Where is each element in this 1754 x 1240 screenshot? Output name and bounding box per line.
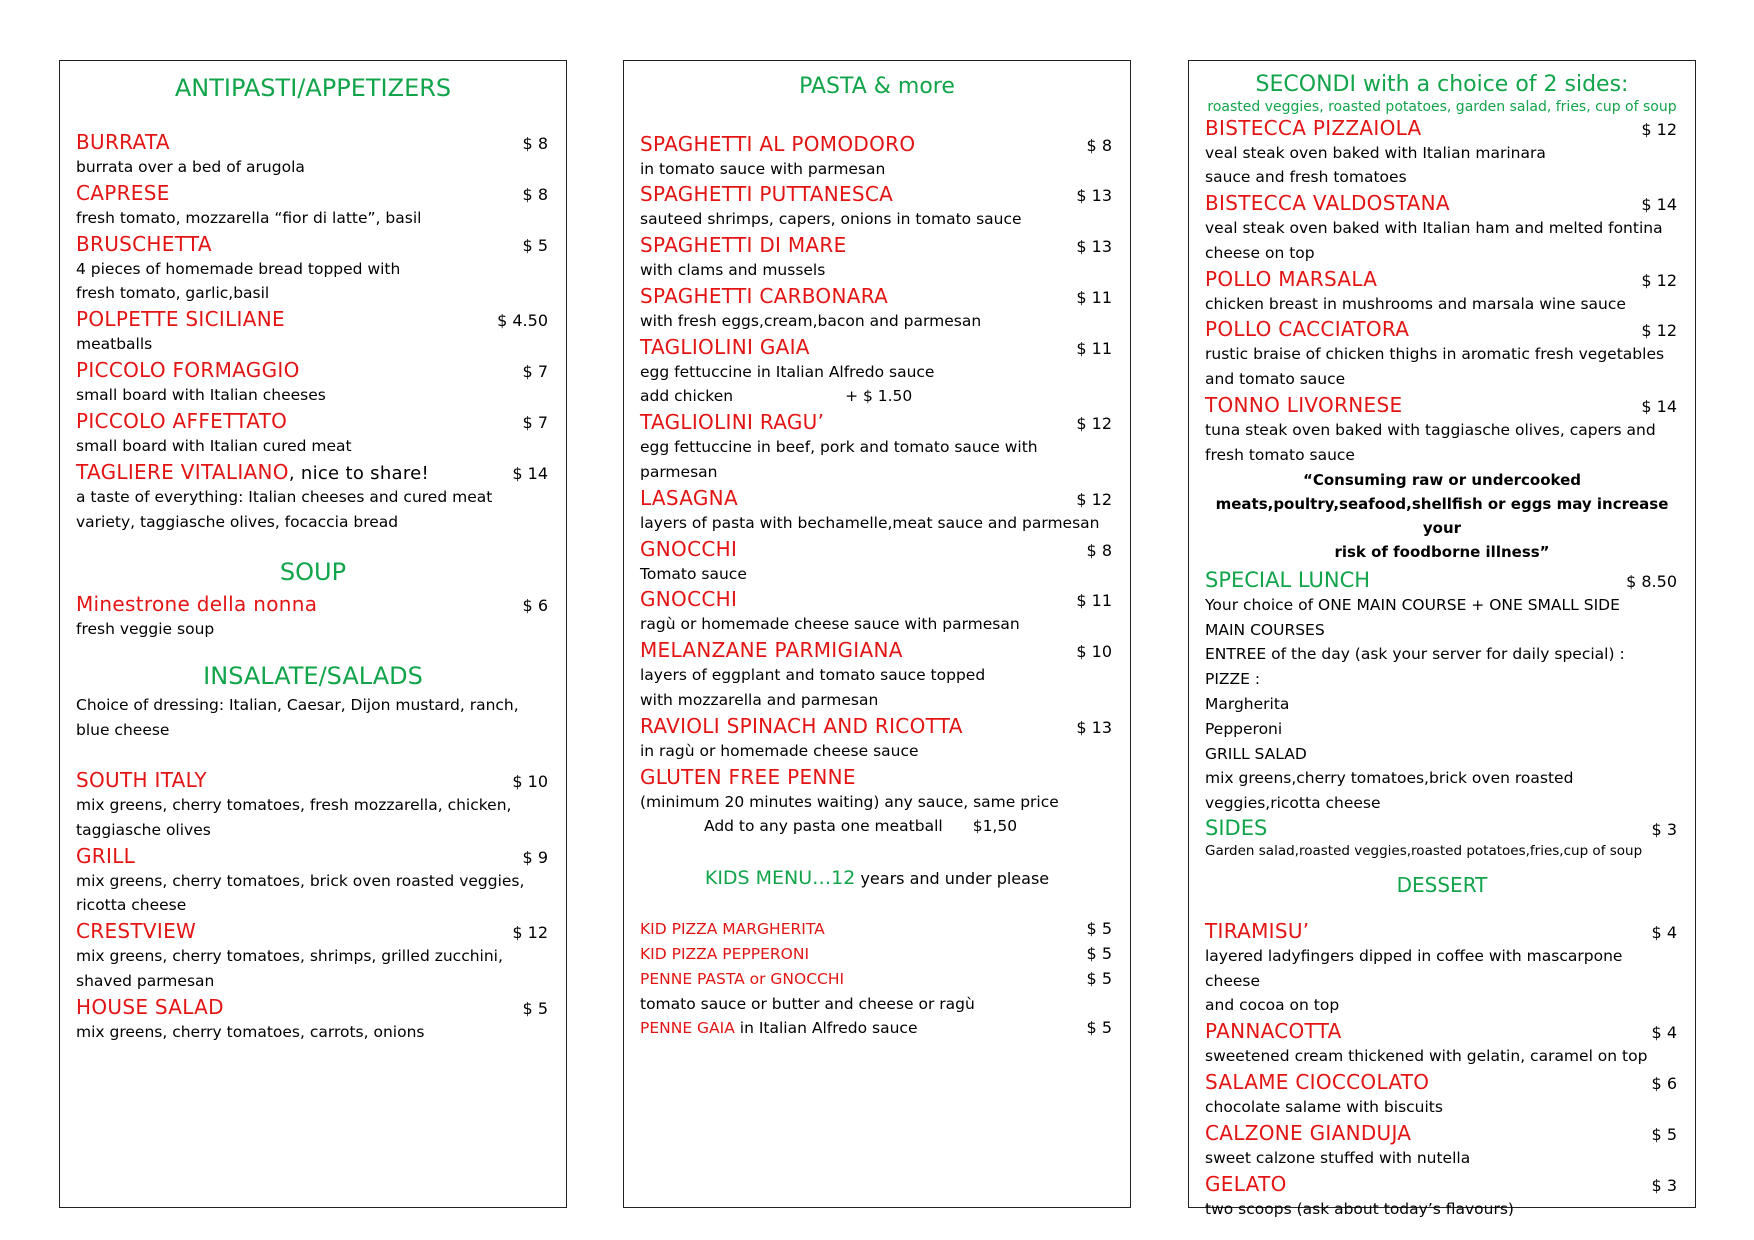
menu-item-name: PICCOLO AFFETTATO (76, 408, 288, 433)
menu-item-desc: shaved parmesan (76, 971, 215, 990)
menu-item-price: $ 14 (1641, 195, 1677, 215)
menu-item-price: $ 12 (1076, 414, 1112, 434)
special-lunch-line: Your choice of ONE MAIN COURSE + ONE SMALL SIDE (1205, 595, 1620, 614)
dessert-list (1205, 918, 1679, 1222)
secondi-subheading: roasted veggies, roasted potatoes, garden salad, fries, cup of soup (1207, 98, 1677, 115)
kids-item (640, 942, 1114, 967)
menu-item-name: TAGLIERE VITALIANO (76, 459, 289, 484)
kids-penne-gaia-name: PENNE GAIA (640, 1019, 735, 1038)
menu-item-name: CALZONE GIANDUJA (1205, 1120, 1412, 1145)
special-lunch-header (1205, 568, 1679, 593)
pasta-list (640, 131, 1114, 815)
menu-item-name: HOUSE SALAD (76, 994, 224, 1019)
menu-item-price: $ 8 (1086, 135, 1112, 155)
menu-item-desc: sauce and fresh tomatoes (1205, 168, 1407, 187)
menu-item (1205, 316, 1679, 392)
sides-desc: Garden salad,roasted veggies,roasted potatoes,fries,cup of soup (1205, 843, 1643, 860)
menu-item-name: SPAGHETTI PUTTANESCA (640, 182, 894, 207)
menu-item-desc: layers of pasta with bechamelle,meat sauce and parmesan (640, 513, 1100, 532)
kids-penne-gaia-price: $ 5 (1086, 1018, 1112, 1038)
menu-item-price: $ 7 (522, 412, 548, 432)
meatball-note-label: Add to any pasta one meatball (704, 817, 943, 836)
menu-item-price: $ 13 (1076, 186, 1112, 206)
menu-item-name: SPAGHETTI DI MARE (640, 233, 847, 258)
menu-item (76, 994, 550, 1045)
salads-list (76, 767, 550, 1045)
menu-item (1205, 1120, 1679, 1171)
menu-item (640, 232, 1114, 283)
menu-item-price: $ 5 (1651, 1124, 1677, 1144)
menu-item-name-wrap (76, 459, 429, 485)
kids-title: KIDS MENU…12 (704, 867, 856, 890)
menu-item-name: POLLO MARSALA (1205, 266, 1378, 291)
menu-item-header (76, 180, 550, 206)
menu-item (76, 459, 550, 535)
addon-label: add chicken (640, 387, 734, 406)
salads-dressing-line-2: blue cheese (76, 721, 170, 740)
menu-item-name: BURRATA (76, 130, 170, 154)
menu-item-name: GRILL (76, 843, 136, 868)
menu-item (1205, 1171, 1679, 1222)
menu-item-price: $ 12 (1641, 119, 1677, 139)
kids-penne-desc: tomato sauce or butter and cheese or ragù (640, 994, 975, 1013)
menu-item-header (640, 536, 1114, 562)
salads-dressing-line-1: Choice of dressing: Italian, Caesar, Dijon mustard, ranch, (76, 696, 519, 715)
menu-item-header (640, 131, 1114, 157)
menu-item-desc: egg fettuccine in Italian Alfredo sauce (640, 362, 935, 381)
menu-item-price: $ 11 (1076, 591, 1112, 611)
menu-item-name: SALAME CIOCCOLATO (1205, 1070, 1430, 1094)
menu-column-secondi (1188, 60, 1696, 1218)
menu-item (1205, 918, 1679, 1018)
menu-item-name: GLUTEN FREE PENNE (640, 764, 856, 789)
menu-item-header (76, 231, 550, 257)
special-lunch-line: veggies,ricotta cheese (1205, 794, 1381, 813)
menu-item-header (76, 408, 550, 434)
menu-item-header (1205, 1171, 1679, 1197)
kids-item-price: $ 5 (1086, 919, 1112, 939)
menu-item-price: $ 8 (522, 134, 548, 153)
menu-item-desc: fresh tomato, garlic,basil (76, 284, 270, 303)
menu-item-desc: two scoops (ask about today’s flavours) (1205, 1199, 1514, 1218)
menu-item-desc: mix greens, cherry tomatoes, brick oven roasted veggies, (76, 871, 525, 890)
menu-item-desc: parmesan (640, 463, 718, 482)
menu-item-name: SPAGHETTI CARBONARA (640, 283, 889, 308)
menu-item-header (640, 637, 1114, 663)
menu-item-price: $ 9 (522, 847, 548, 867)
special-lunch-line: MAIN COURSES (1205, 620, 1325, 639)
menu-item-desc: small board with Italian cured meat (76, 436, 352, 455)
menu-item-header (76, 918, 550, 944)
menu-item-price: $ 6 (522, 595, 548, 615)
salads-heading: INSALATE/SALADS (203, 662, 423, 691)
menu-item-desc: burrata over a bed of arugola (76, 158, 305, 176)
menu-item-name: GELATO (1205, 1171, 1287, 1196)
menu-item-header (640, 764, 1114, 790)
menu-item-header (76, 767, 550, 793)
menu-item (1205, 1069, 1679, 1120)
menu-item-header (76, 994, 550, 1020)
menu-item-header (1205, 392, 1679, 418)
menu-item-desc: mix greens, cherry tomatoes, shrimps, grilled zucchini, (76, 947, 503, 966)
menu-item-header (76, 591, 550, 617)
menu-item-name: SPAGHETTI AL POMODORO (640, 131, 916, 156)
soup-list (76, 591, 550, 642)
menu-item-desc: sauteed shrimps, capers, onions in tomato sauce (640, 210, 1022, 229)
menu-item-desc: mix greens, cherry tomatoes, carrots, onions (76, 1022, 425, 1041)
menu-item-name: TIRAMISU’ (1205, 918, 1310, 943)
soup-heading: SOUP (279, 557, 347, 586)
sides-price: $ 3 (1651, 820, 1677, 840)
menu-item-desc: a taste of everything: Italian cheeses and cured meat (76, 487, 493, 506)
menu-column-appetizers (59, 60, 567, 1208)
menu-item (1205, 190, 1679, 266)
special-lunch-line: ENTREE of the day (ask your server for daily special) : (1205, 645, 1625, 664)
kids-item-price: $ 5 (1086, 944, 1112, 964)
menu-item-name: GNOCCHI (640, 536, 738, 561)
menu-item-desc: layers of eggplant and tomato sauce topped (640, 666, 986, 685)
menu-item (1205, 115, 1679, 191)
menu-item-header (640, 485, 1114, 511)
menu-item-desc: (minimum 20 minutes waiting) any sauce, same price (640, 792, 1059, 811)
menu-item-price: $ 5 (522, 998, 548, 1018)
menu-item-desc: chocolate salame with biscuits (1205, 1098, 1443, 1116)
menu-item (76, 231, 550, 307)
menu-item-name: TONNO LIVORNESE (1205, 393, 1403, 418)
menu-item-price: $ 10 (1076, 642, 1112, 662)
menu-item-desc: with mozzarella and parmesan (640, 691, 879, 710)
menu-item-name: TAGLIOLINI GAIA (640, 334, 810, 359)
menu-item-price: $ 12 (1641, 321, 1677, 341)
menu-item-desc: rustic braise of chicken thighs in aromatic fresh vegetables (1205, 345, 1665, 364)
kids-item-name: PENNE PASTA or GNOCCHI (640, 969, 845, 988)
menu-item-price: $ 13 (1076, 717, 1112, 737)
menu-item (640, 485, 1114, 536)
menu-item-name: BISTECCA PIZZAIOLA (1205, 115, 1422, 140)
menu-item-name: PANNACOTTA (1205, 1019, 1342, 1044)
menu-item-name: POLPETTE SICILIANE (76, 307, 285, 332)
meatball-note (640, 814, 1114, 839)
menu-item (76, 306, 550, 357)
menu-item-desc: sweetened cream thickened with gelatin, caramel on top (1205, 1047, 1648, 1066)
antipasti-list (76, 129, 550, 535)
menu-item-desc: ragù or homemade cheese sauce with parmesan (640, 615, 1020, 634)
kids-item (640, 917, 1114, 942)
menu-item-addon (640, 384, 1114, 409)
menu-item-price: $ 12 (1076, 489, 1112, 509)
special-lunch-line: PIZZE : (1205, 670, 1261, 689)
menu-item-desc: with fresh eggs,cream,bacon and parmesan (640, 311, 982, 330)
menu-item-desc: mix greens, cherry tomatoes, fresh mozzarella, chicken, (76, 795, 512, 814)
menu-item-desc: variety, taggiasche olives, focaccia bread (76, 512, 399, 531)
kids-penne-gaia (640, 1016, 1114, 1041)
menu-item-name: LASAGNA (640, 485, 738, 510)
menu-item-header (1205, 1069, 1679, 1095)
meatball-note-price: $1,50 (972, 817, 1018, 836)
menu-item-desc: veal steak oven baked with Italian marinara (1205, 143, 1546, 162)
menu-item-header (640, 713, 1114, 739)
menu-item-desc: fresh tomato sauce (1205, 445, 1355, 464)
menu-item-price: $ 13 (1076, 237, 1112, 257)
menu-item-price: $ 10 (512, 771, 548, 791)
menu-item-price: $ 14 (512, 463, 548, 483)
menu-item-price: $ 11 (1076, 338, 1112, 358)
pasta-heading: PASTA & more (799, 74, 955, 99)
special-lunch-price: $ 8.50 (1626, 571, 1677, 591)
menu-item (640, 131, 1114, 182)
menu-item-header (76, 357, 550, 383)
menu-item-name: RAVIOLI SPINACH AND RICOTTA (640, 713, 963, 738)
kids-heading (640, 867, 1114, 889)
notice-line-1: “Consuming raw or undercooked (1302, 470, 1582, 489)
menu-item-desc: fresh veggie soup (76, 619, 215, 638)
menu-item (76, 129, 550, 180)
menu-item-price: $ 14 (1641, 397, 1677, 417)
kids-penne-gaia-extra: in Italian Alfredo sauce (734, 1019, 918, 1038)
menu-item (640, 409, 1114, 485)
menu-item (640, 181, 1114, 232)
menu-item-header (1205, 316, 1679, 342)
menu-item-header (640, 181, 1114, 207)
menu-item-header (1205, 266, 1679, 292)
antipasti-heading: ANTIPASTI/APPETIZERS (174, 74, 452, 102)
menu-item-desc: with clams and mussels (640, 261, 826, 280)
menu-item-price: $ 3 (1651, 1175, 1677, 1195)
menu-item-desc: sweet calzone stuffed with nutella (1205, 1148, 1471, 1167)
menu-item-header (1205, 190, 1679, 216)
menu-item (76, 843, 550, 919)
menu-item (640, 764, 1114, 815)
menu-item (76, 357, 550, 408)
menu-item (640, 334, 1114, 410)
notice-line-2: meats,poultry,seafood,shellfish or eggs may increase your (1215, 494, 1669, 537)
menu-item (640, 283, 1114, 334)
menu-item-name: TAGLIOLINI RAGU’ (640, 410, 825, 435)
kids-item-price: $ 5 (1086, 968, 1112, 988)
menu-item-name: BRUSCHETTA (76, 231, 212, 256)
special-lunch-line: Margherita (1205, 695, 1290, 714)
menu-item-header (1205, 115, 1679, 141)
menu-item-header (640, 409, 1114, 435)
kids-item-name: KID PIZZA MARGHERITA (640, 920, 825, 939)
special-lunch-line: GRILL SALAD (1205, 744, 1307, 763)
menu-item (640, 536, 1114, 587)
menu-item (76, 591, 550, 642)
menu-item-desc: and cocoa on top (1205, 996, 1340, 1015)
sides-header (1205, 816, 1679, 841)
menu-item-desc: chicken breast in mushrooms and marsala wine sauce (1205, 294, 1626, 313)
menu-item-header (640, 334, 1114, 360)
menu-item-name: SOUTH ITALY (76, 767, 207, 792)
menu-item-desc: Tomato sauce (640, 564, 747, 583)
menu-item-header (1205, 1018, 1679, 1044)
menu-item-desc: 4 pieces of homemade bread topped with (76, 259, 401, 278)
special-lunch-title: SPECIAL LUNCH (1205, 567, 1371, 592)
menu-item-desc: egg fettuccine in beef, pork and tomato sauce with (640, 438, 1038, 457)
menu-item-name: POLLO CACCIATORA (1205, 317, 1410, 342)
menu-item-desc: small board with Italian cheeses (76, 385, 326, 404)
menu-item (1205, 1018, 1679, 1069)
menu-item-header (640, 232, 1114, 258)
menu-item-header (1205, 918, 1679, 944)
menu-item (1205, 266, 1679, 317)
menu-item-name: MELANZANE PARMIGIANA (640, 638, 903, 663)
foodborne-notice (1205, 468, 1679, 564)
sides-title: SIDES (1205, 816, 1268, 841)
menu-item-desc: veal steak oven baked with Italian ham and melted fontina (1205, 219, 1663, 238)
menu-item-header (76, 306, 550, 332)
menu-item (76, 918, 550, 994)
notice-line-3: risk of foodborne illness” (1334, 542, 1550, 561)
menu-item-price: $ 5 (522, 235, 548, 255)
menu-item-price: $ 4.50 (497, 311, 548, 331)
menu-item-header (640, 586, 1114, 612)
special-lunch-line: Pepperoni (1205, 719, 1283, 738)
menu-item-price: $ 11 (1076, 287, 1112, 307)
menu-item-header (76, 129, 550, 155)
menu-item-price: $ 12 (512, 923, 548, 943)
menu-item-price: $ 12 (1641, 270, 1677, 290)
kids-item-name: KID PIZZA PEPPERONI (640, 945, 810, 964)
menu-item-desc: taggiasche olives (76, 820, 211, 839)
menu-item-header (76, 843, 550, 869)
menu-item (640, 586, 1114, 637)
menu-item-desc: ricotta cheese (76, 896, 187, 915)
menu-item (76, 408, 550, 459)
kids-item (640, 967, 1114, 992)
menu-item-name: PICCOLO FORMAGGIO (76, 357, 300, 382)
menu-item-desc: and tomato sauce (1205, 370, 1346, 389)
menu-item-name: CRESTVIEW (76, 919, 197, 944)
menu-item-name-extra: , nice to share! (288, 462, 430, 484)
menu-item-price: $ 8 (522, 184, 548, 204)
kids-list (640, 917, 1114, 991)
secondi-list (1205, 115, 1679, 468)
menu-item (640, 713, 1114, 764)
menu-column-pasta (623, 60, 1131, 1208)
menu-item-name: BISTECCA VALDOSTANA (1205, 191, 1450, 216)
menu-item-name: GNOCCHI (640, 587, 738, 612)
menu-item (76, 767, 550, 843)
menu-item-desc: meatballs (76, 335, 153, 354)
menu-item-price: $ 4 (1651, 1023, 1677, 1043)
menu-item-header (76, 459, 550, 485)
menu-item-name: CAPRESE (76, 180, 170, 205)
special-lunch-line: mix greens,cherry tomatoes,brick oven roasted (1205, 769, 1574, 788)
menu-item-desc: layered ladyfingers dipped in coffee with mascarpone cheese (1205, 946, 1623, 990)
dessert-heading: DESSERT (1396, 872, 1488, 897)
special-lunch-lines (1205, 593, 1679, 816)
menu-item-desc: tuna steak oven baked with taggiasche olives, capers and (1205, 421, 1656, 440)
menu-item (1205, 392, 1679, 468)
menu-item (640, 637, 1114, 713)
menu-item (76, 180, 550, 231)
addon-price: + $ 1.50 (845, 387, 913, 406)
menu-item-header (1205, 1120, 1679, 1146)
menu-item-price: $ 4 (1651, 922, 1677, 942)
menu-item-header (640, 283, 1114, 309)
secondi-heading: SECONDI with a choice of 2 sides: (1255, 72, 1629, 97)
menu-item-price: $ 8 (1086, 540, 1112, 560)
menu-item-desc: fresh tomato, mozzarella “fior di latte”, basil (76, 208, 422, 227)
menu-item-desc: cheese on top (1205, 243, 1315, 262)
menu-item-name: Minestrone della nonna (76, 591, 318, 616)
menu-item-price: $ 6 (1651, 1074, 1677, 1093)
menu-item-desc: in tomato sauce with parmesan (640, 159, 886, 178)
kids-subtitle: years and under please (855, 869, 1050, 889)
menu-item-desc: in ragù or homemade cheese sauce (640, 741, 919, 760)
menu-item-price: $ 7 (522, 361, 548, 381)
